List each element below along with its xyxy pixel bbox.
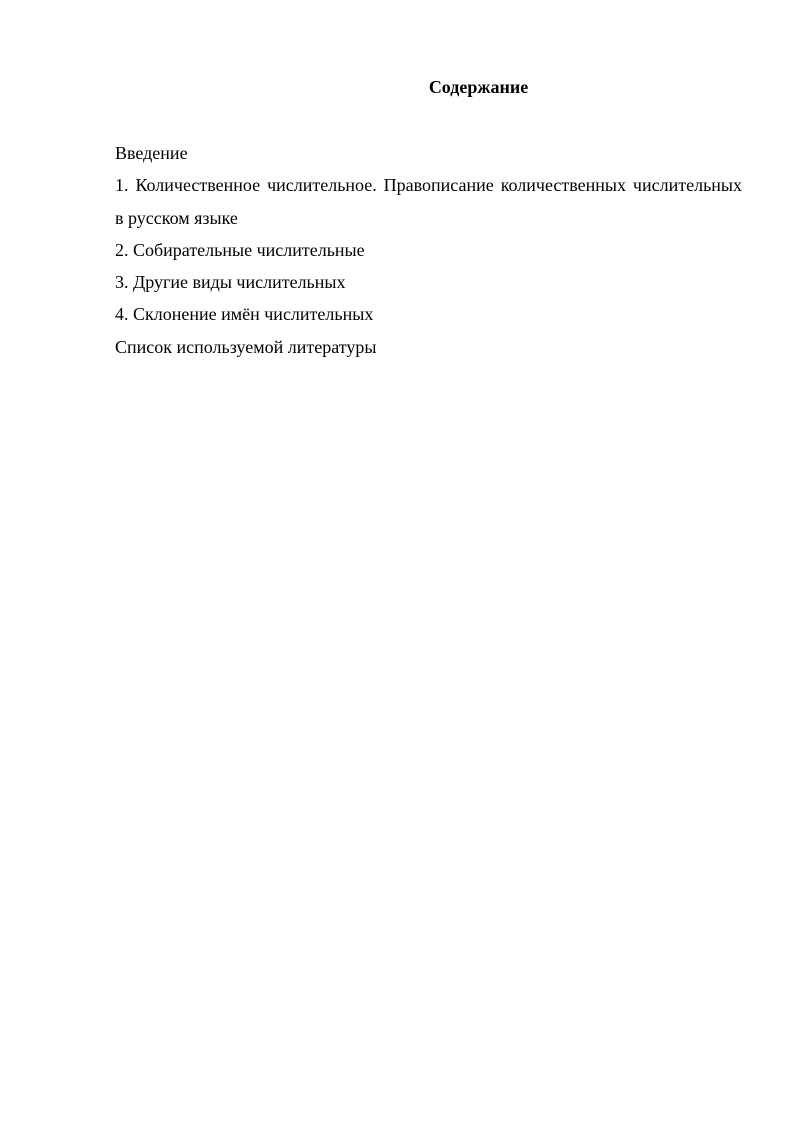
toc-item-bibliography: Список используемой литературы	[115, 336, 377, 357]
toc-item-introduction: Введение	[115, 143, 188, 163]
toc-item-1: 1. Количественное числительное. Правописание количественных числительных в русском языке	[115, 175, 742, 228]
toc-item-4: 4. Склонение имён числительных	[115, 304, 374, 325]
table-of-contents	[115, 137, 742, 363]
toc-item-3: 3. Другие виды числительных	[115, 272, 346, 293]
toc-item-2: 2. Собирательные числительные	[115, 239, 365, 260]
page-title: Содержание	[428, 77, 529, 97]
